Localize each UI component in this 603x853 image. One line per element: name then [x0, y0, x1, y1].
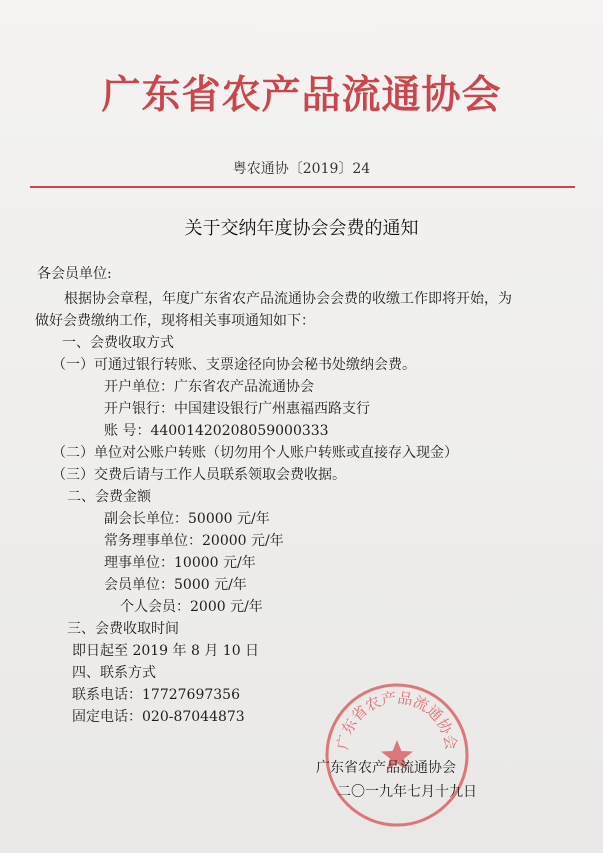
section-1-heading: 一、会费收取方式: [62, 335, 174, 351]
section-2-heading: 二、会费金额: [67, 489, 151, 505]
section-1-item-2: （二）单位对公账户转账（切勿用个人账户转账或直接存入现金）: [52, 445, 458, 461]
signature-date: 二〇一九年七月十九日: [337, 784, 477, 800]
letterhead-divider: [30, 186, 575, 188]
section-1-item-1: （一）可通过银行转账、支票途径向协会秘书处缴纳会费。: [52, 357, 416, 373]
deadline: 即日起至 2019 年 8 月 10 日: [72, 643, 260, 659]
document-number: 粤农通协〔2019〕24: [232, 161, 371, 177]
salutation: 各会员单位:: [37, 266, 112, 282]
fee-director: 理事单位：10000 元/年: [104, 555, 256, 571]
account-number: 账 号：44001420208059000333: [104, 423, 329, 439]
signature-organization: 广东省农产品流通协会: [316, 760, 456, 776]
letterhead: 广东省农产品流通协会: [101, 73, 502, 118]
fee-individual: 个人会员：2000 元/年: [120, 599, 263, 615]
official-seal: [322, 680, 472, 830]
section-1-item-3: （三）交费后请与工作人员联系领取会费收据。: [52, 467, 346, 483]
account-bank: 开户银行：中国建设银行广州惠福西路支行: [104, 401, 370, 417]
section-4-heading: 四、联系方式: [72, 665, 156, 681]
fee-member: 会员单位：5000 元/年: [104, 577, 247, 593]
fixed-phone: 固定电话：020-87044873: [72, 709, 245, 725]
document-title: 关于交纳年度协会会费的通知: [184, 218, 419, 239]
account-name: 开户单位：广东省农产品流通协会: [104, 379, 314, 395]
intro-line-2: 做好会费缴纳工作，现将相关事项通知如下：: [35, 313, 315, 329]
contact-phone: 联系电话：17727697356: [72, 687, 240, 703]
seal-text: 广东省农产品流通协会: [333, 688, 461, 752]
section-3-heading: 三、会费收取时间: [67, 621, 179, 637]
fee-vice-president: 副会长单位：50000 元/年: [104, 511, 270, 527]
fee-executive-director: 常务理事单位：20000 元/年: [104, 533, 284, 549]
intro-line-1: 根据协会章程，年度广东省农产品流通协会会费的收缴工作即将开始，为: [64, 291, 512, 307]
